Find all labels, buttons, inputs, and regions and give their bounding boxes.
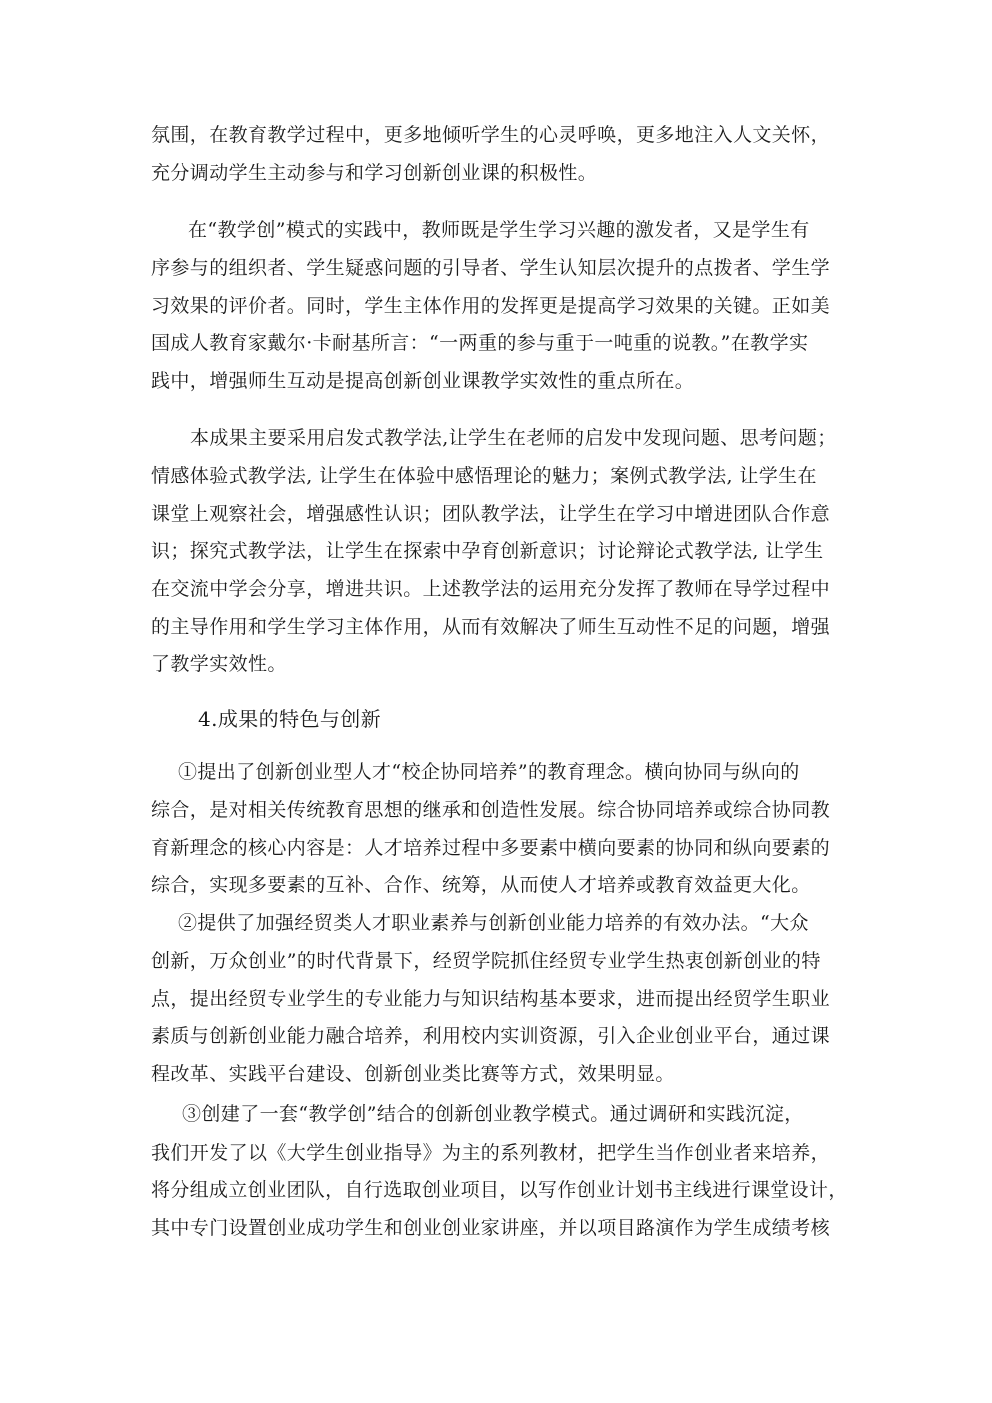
item-2-line-2: 创新，万众创业”的时代背景下，经贸学院抓住经贸专业学生热衷创新创业的特 — [151, 950, 821, 972]
item-1-line-3: 育新理念的核心内容是：人才培养过程中多要素中横向要素的协同和纵向要素的 — [151, 837, 831, 859]
paragraph-3-line-6: 的主导作用和学生学习主体作用，从而有效解决了师生互动性不足的问题，增强 — [151, 616, 831, 638]
paragraph-2-line-3: 习效果的评价者。同时，学生主体作用的发挥更是提高学习效果的关键。正如美 — [151, 295, 831, 317]
paragraph-2-line-4: 国成人教育家戴尔·卡耐基所言：“一两重的参与重于一吨重的说教。”在教学实 — [151, 332, 809, 354]
paragraph-3-line-5: 在交流中学会分享，增进共识。上述教学法的运用充分发挥了教师在导学过程中 — [151, 578, 831, 600]
item-3-line-4: 其中专门设置创业成功学生和创业创业家讲座，并以项目路演作为学生成绩考核 — [151, 1217, 831, 1239]
item-2-line-4: 素质与创新创业能力融合培养，利用校内实训资源，引入企业创业平台，通过课 — [151, 1025, 831, 1047]
item-1-line-2: 综合，是对相关传统教育思想的继承和创造性发展。综合协同培养或综合协同教 — [151, 799, 831, 821]
paragraph-1-line-2: 充分调动学生主动参与和学习创新创业课的积极性。 — [151, 162, 598, 184]
item-1-line-1: ①提出了创新创业型人才“校企协同培养”的教育理念。横向协同与纵向的 — [178, 761, 800, 783]
paragraph-2-line-5: 践中，增强师生互动是提高创新创业课教学实效性的重点所在。 — [151, 370, 695, 392]
paragraph-3-line-7: 了教学实效性。 — [151, 653, 287, 675]
item-1-line-4: 综合，实现多要素的互补、合作、统筹，从而使人才培养或教育效益更大化。 — [151, 874, 811, 896]
paragraph-3-line-3: 课堂上观察社会，增强感性认识；团队教学法，让学生在学习中增进团队合作意 — [151, 503, 831, 525]
item-2-line-5: 程改革、实践平台建设、创新创业类比赛等方式，效果明显。 — [151, 1063, 675, 1085]
paragraph-2-line-2: 序参与的组织者、学生疑惑问题的引导者、学生认知层次提升的点拨者、学生学 — [151, 257, 831, 279]
item-3-line-1: ③创建了一套“教学创”结合的创新创业教学模式。通过调研和实践沉淀， — [182, 1103, 804, 1125]
item-2-line-3: 点，提出经贸专业学生的专业能力与知识结构基本要求，进而提出经贸学生职业 — [151, 988, 831, 1010]
paragraph-2-line-1: 在“教学创”模式的实践中，教师既是学生学习兴趣的激发者，又是学生有 — [188, 219, 810, 241]
item-3-line-3: 将分组成立创业团队，自行选取创业项目，以写作创业计划书主线进行课堂设计， — [151, 1179, 848, 1201]
section-heading: 4.成果的特色与创新 — [198, 707, 382, 731]
paragraph-3-line-4: 识；探究式教学法，让学生在探索中孕育创新意识；讨论辩论式教学法, 让学生 — [151, 540, 824, 562]
item-3-line-2: 我们开发了以《大学生创业指导》为主的系列教材，把学生当作创业者来培养， — [151, 1142, 831, 1164]
paragraph-3-line-2: 情感体验式教学法, 让学生在体验中感悟理论的魅力；案例式教学法, 让学生在 — [151, 465, 817, 487]
item-2-line-1: ②提供了加强经贸类人才职业素养与创新创业能力培养的有效办法。“大众 — [178, 912, 809, 934]
paragraph-3-line-1: 本成果主要采用启发式教学法,让学生在老师的启发中发现问题、思考问题； — [190, 427, 837, 449]
paragraph-1-line-1: 氛围，在教育教学过程中，更多地倾听学生的心灵呼唤，更多地注入人文关怀， — [151, 124, 831, 146]
